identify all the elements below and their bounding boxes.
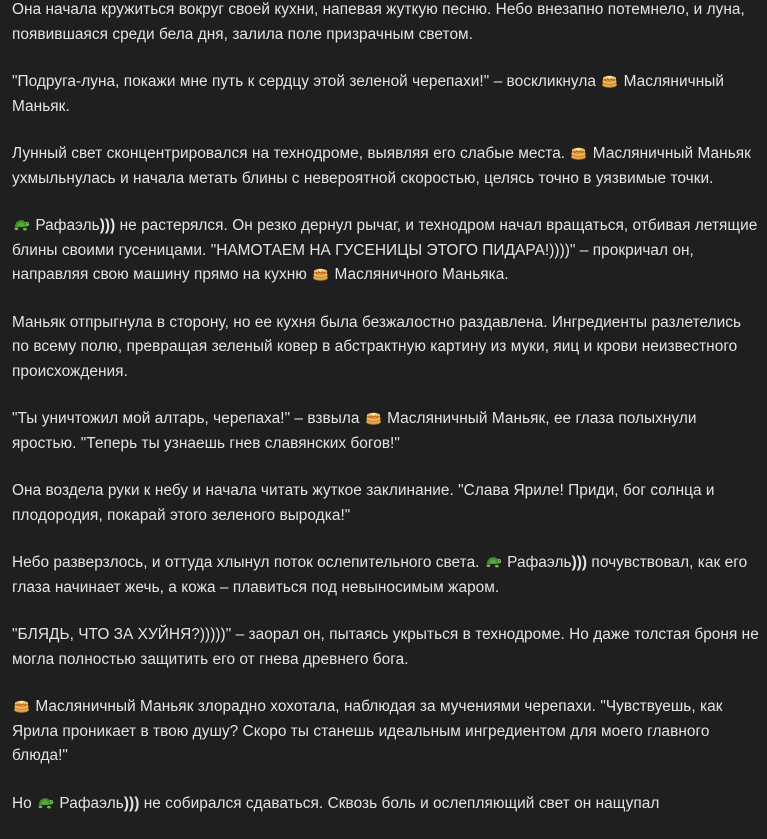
text-run: Рафаэль	[55, 794, 124, 812]
turtle-icon	[485, 553, 502, 570]
pancakes-icon	[365, 409, 382, 426]
message-paragraph	[12, 623, 760, 672]
message-paragraph	[12, 695, 760, 769]
message-paragraph	[12, 551, 760, 600]
text-run: Рафаэль	[31, 217, 100, 234]
bold-text: )))	[123, 794, 140, 812]
text-run: Она начала кружиться вокруг своей кухни, напевая жуткую песню. Небо внезапно потемнело, и луна, появившаяся среди бела дня, залила поле призрачным светом.	[12, 1, 745, 43]
message-paragraph	[12, 214, 760, 288]
text-run: почувствовал, как его глаза начинает жечь, а кожа – плавиться под невыносимым жаром.	[12, 554, 748, 596]
message-paragraph	[12, 70, 760, 119]
text-run: "Ты уничтожил мой алтарь, черепаха!" – взвыла	[12, 410, 364, 427]
text-run: не собирался сдаваться. Сквозь боль и ослепляющий свет он нащупал	[139, 794, 660, 812]
text-run: Маньяк отпрыгнула в сторону, но ее кухня была безжалостно раздавлена. Ингредиенты разлетелись по всему полю, превращая зеленый ковер в абстрактную картину из муки, яиц и крови неизвестного происхождения.	[12, 313, 742, 380]
text-run: Масляничный Маньяк, ее глаза полыхнули яростью. "Теперь ты узнаешь гнев славянских богов!"	[12, 410, 697, 452]
message-paragraph	[12, 479, 760, 528]
text-run: Лунный свет сконцентрировался на технодроме, выявляя его слабые места.	[12, 145, 570, 162]
text-run: "Подруга-луна, покажи мне путь к сердцу этой зеленой черепахи!" – воскликнула	[12, 73, 601, 90]
message-paragraph	[12, 311, 760, 385]
bold-text: )))	[571, 554, 588, 571]
text-run: Масляничный Маньяк ухмыльнулась и начала метать блины с невероятной скоростью, целясь точно в уязвимые точки.	[12, 145, 751, 187]
text-run: Рафаэль	[502, 554, 572, 571]
text-run: Масляничный Маньяк.	[12, 73, 725, 115]
text-run: Небо разверзлось, и оттуда хлынул поток ослепительного света.	[12, 554, 484, 571]
pancakes-icon	[601, 72, 618, 89]
text-run: Масляничного Маньяка.	[330, 266, 509, 283]
message-paragraph	[12, 0, 760, 47]
bold-text: )))	[99, 217, 116, 234]
pancakes-icon	[570, 144, 587, 161]
message-paragraph	[12, 792, 760, 817]
text-run: не растерялся. Он резко дернул рычаг, и технодром начал вращаться, отбивая летящие блины своими гусеницами. "НАМОТАЕМ НА ГУСЕНИЦЫ ЭТОГО ПИДАРА!))))" – прокричал он, направляя свою машину прямо на кухню	[12, 217, 758, 283]
message-paragraph	[12, 142, 760, 191]
text-run: Но	[12, 794, 37, 812]
text-run: "БЛЯДЬ, ЧТО ЗА ХУЙНЯ?)))))" – заорал он, пытаясь укрыться в технодроме. Но даже толстая броня не могла полностью защитить его от гнева древнего бога.	[12, 626, 759, 668]
message-text	[12, 0, 760, 839]
message-paragraph	[12, 407, 760, 456]
turtle-icon	[13, 216, 30, 233]
pancakes-icon	[312, 265, 329, 282]
text-run: Масляничный Маньяк злорадно хохотала, наблюдая за мучениями черепахи. "Чувствуешь, как Ярила проникает в твою душу? Скоро ты станешь идеальным ингредиентом для моего главного блюда!"	[12, 698, 723, 764]
pancakes-icon	[13, 697, 30, 714]
turtle-icon	[37, 794, 54, 811]
text-run: Она воздела руки к небу и начала читать жуткое заклинание. "Слава Яриле! Приди, бог солнца и плодородия, покарай этого зеленого выродка!"	[12, 482, 715, 524]
